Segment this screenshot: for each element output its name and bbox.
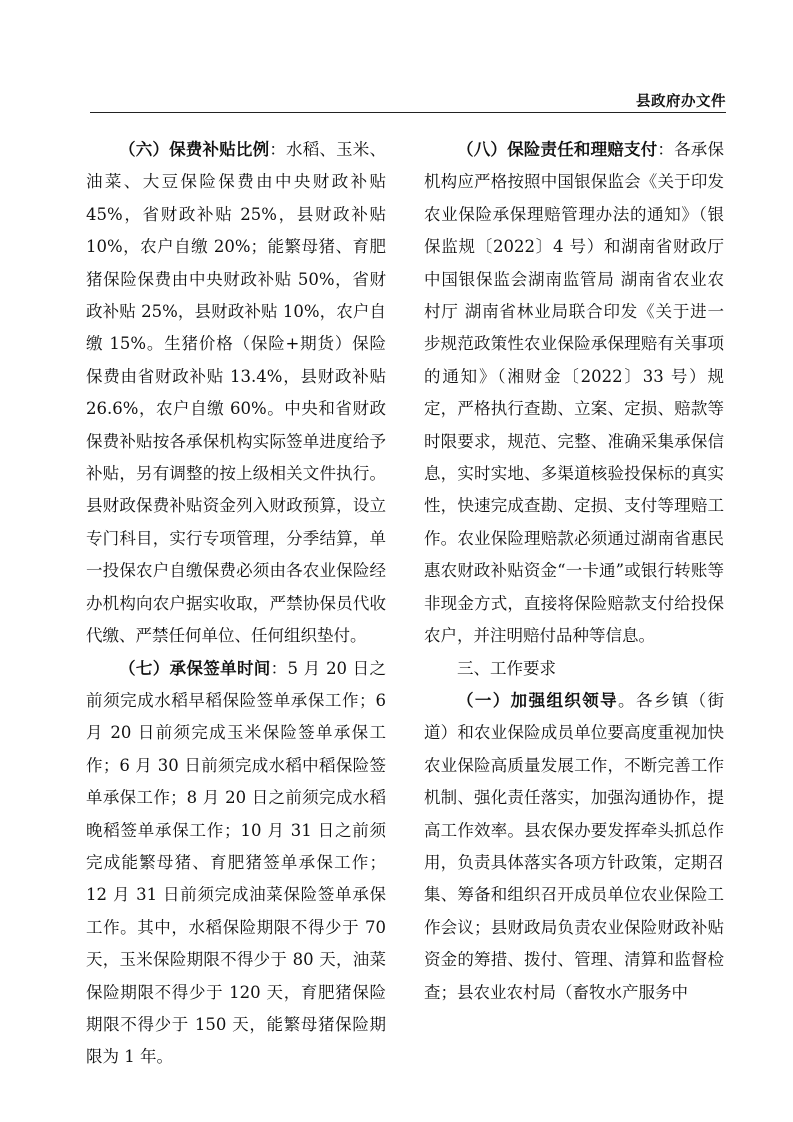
heading-signing-time: （七）承保签单时间: [119, 658, 271, 678]
heading-organization: （一）加强组织领导: [457, 690, 619, 710]
paragraph-signing-time: [86, 653, 386, 1074]
page-header: [90, 88, 726, 113]
heading-claims-payment: （八）保险责任和理赔支付: [457, 140, 658, 159]
section-title-work-requirements: 三、工作要求: [457, 658, 556, 678]
heading-premium-subsidy: （六）保费补贴比例: [119, 140, 270, 159]
paragraph-claims-payment: [424, 134, 724, 653]
right-column: [424, 134, 724, 1009]
text-signing-time: ：5 月 20 日之前须完成水稻早稻保险签单承保工作；6 月 20 日前须完成玉米保险签单承保工作；6 月 30 日前须完成水稻中稻保险签单承保工作；8 月 20 日之前须完成水稻晚稻签单承保工作；10 月 31 日之前须完成能繁母猪、育肥猪签单承保工作；12 月 31 日前须完成油菜保险签单承保工作。其中，水稻保险期限不得少于 70 天，玉米保险期限不得少于 80 天，油菜保险期限不得少于 120 天，育肥猪保险期限不得少于 150 天，能繁母猪保险期限为 1 年。: [86, 658, 387, 1067]
text-organization: 。各乡镇（街道）和农业保险成员单位要高度重视加快农业保险高质量发展工作，不断完善工作机制、强化责任落实，加强沟通协作，提高工作效率。县农保办要发挥牵头抓总作用，负责具体落实各项方针政策，定期召集、筹备和组织召开成员单位农业保险工作会议；县财政局负责农业保险财政补贴资金的筹措、拨付、管理、清算和监督检查；县农业农村局（畜牧水产服务中: [424, 690, 725, 1002]
header-title: 县政府办文件: [636, 94, 726, 110]
paragraph-organization: [424, 685, 724, 1009]
text-claims-payment: ：各承保机构应严格按照中国银保监会《关于印发农业保险承保理赔管理办法的通知》（银保监规〔2022〕4 号）和湖南省财政厅 中国银保监会湖南监管局 湖南省农业农村厅 湖南省林业局联合印发《关于进一步规范政策性农业保险承保理赔有关事项的通知》（湘财金〔2022〕33 号）规定，严格执行查勘、立案、定损、赔款等时限要求，规范、完整、准确采集承保信息，实时实地、多渠道核验投保标的真实性，快速完成查勘、定损、支付等理赔工作。农业保险理赔款必须通过湖南省惠民惠农财政补贴资金“一卡通”或银行转账等非现金方式，直接将保险赔款支付给投保农户，并注明赔付品种等信息。: [424, 140, 725, 646]
left-column: [86, 134, 386, 1074]
text-premium-subsidy: ：水稻、玉米、油菜、大豆保险保费由中央财政补贴 45%，省财政补贴 25%，县财政补贴 10%，农户自缴 20%；能繁母猪、育肥猪保险保费由中央财政补贴 50%，省财政补贴 25%，县财政补贴 10%，农户自缴 15%。生猪价格（保险+期货）保险保费由省财政补贴 13.4%，县财政补贴 26.6%，农户自缴 60%。中央和省财政保费补贴按各承保机构实际签单进度给予补贴，另有调整的按上级相关文件执行。县财政保费补贴资金列入财政预算，设立专门科目，实行专项管理，分季结算，单一投保农户自缴保费必须由各农业保险经办机构向农户据实收取，严禁协保员代收代缴、严禁任何单位、任何组织垫付。: [86, 140, 387, 646]
paragraph-premium-subsidy: [86, 134, 386, 653]
